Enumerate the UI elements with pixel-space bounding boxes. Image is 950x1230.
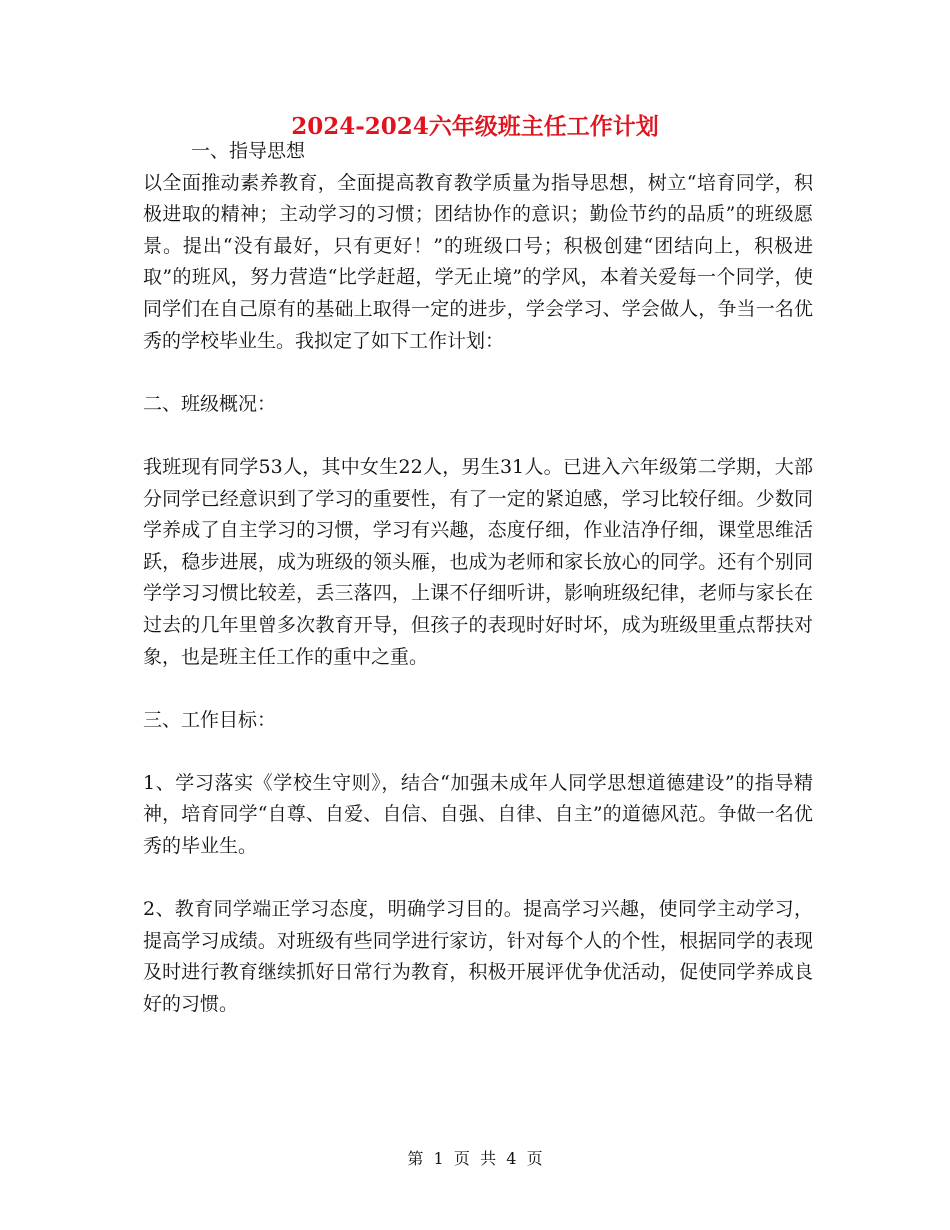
page-number-footer: 第 1 页 共 4 页 bbox=[407, 1149, 543, 1168]
paragraph-gap bbox=[143, 357, 813, 389]
document-body bbox=[143, 136, 813, 1021]
paragraph-gap bbox=[143, 863, 813, 895]
document-title: 2024-2024六年级班主任工作计划 bbox=[291, 113, 659, 140]
list-item-goal-2: 2、教育同学端正学习态度，明确学习目的。提高学习兴趣，使同学主动学习，提高学习成绩。对班级有些同学进行家访，针对每个人的个性，根据同学的表现及时进行教育继续抓好日常行为教育，积极开展评优争优活动，促使同学养成良好的习惯。 bbox=[143, 898, 813, 1016]
paragraph-class-overview: 我班现有同学53人，其中女生22人，男生31人。已进入六年级第二学期，大部分同学已经意识到了学习的重要性，有了一定的紧迫感，学习比较仔细。少数同学养成了自主学习的习惯，学习有兴趣，态度仔细，作业洁净仔细，课堂思维活跃，稳步进展，成为班级的领头雁，也成为老师和家长放心的同学。还有个别同学学习习惯比较差，丢三落四，上课不仔细听讲，影响班级纪律，老师与家长在过去的几年里曾多次教育开导，但孩子的表现时好时坏，成为班级里重点帮扶对象，也是班主任工作的重中之重。 bbox=[143, 455, 813, 668]
paragraph-guiding-ideology: 以全面推动素养教育，全面提高教育教学质量为指导思想，树立“培育同学，积极进取的精神；主动学习的习惯；团结协作的意识；勤俭节约的品质”的班级愿景。提出“没有最好，只有更好！”的班级口号；积极创建“团结向上，积极进取”的班风，努力营造“比学赶超，学无止境”的学风，本着关爱每一个同学，使同学们在自己原有的基础上取得一定的进步，学会学习、学会做人，争当一名优秀的学校毕业生。我拟定了如下工作计划： bbox=[143, 171, 813, 352]
paragraph-gap bbox=[143, 420, 813, 452]
list-item-goal-1: 1、学习落实《学校生守则》，结合“加强未成年人同学思想道德建设”的指导精神，培育同学“自尊、自爱、自信、自强、自律、自主”的道德风范。争做一名优秀的毕业生。 bbox=[143, 771, 813, 858]
paragraph-gap bbox=[143, 673, 813, 705]
section-heading-work-goals: 三、工作目标： bbox=[143, 708, 277, 731]
section-heading-class-overview: 二、班级概况： bbox=[143, 392, 277, 415]
section-heading-guiding-ideology: 一、指导思想 bbox=[191, 140, 306, 162]
paragraph-gap bbox=[143, 736, 813, 768]
